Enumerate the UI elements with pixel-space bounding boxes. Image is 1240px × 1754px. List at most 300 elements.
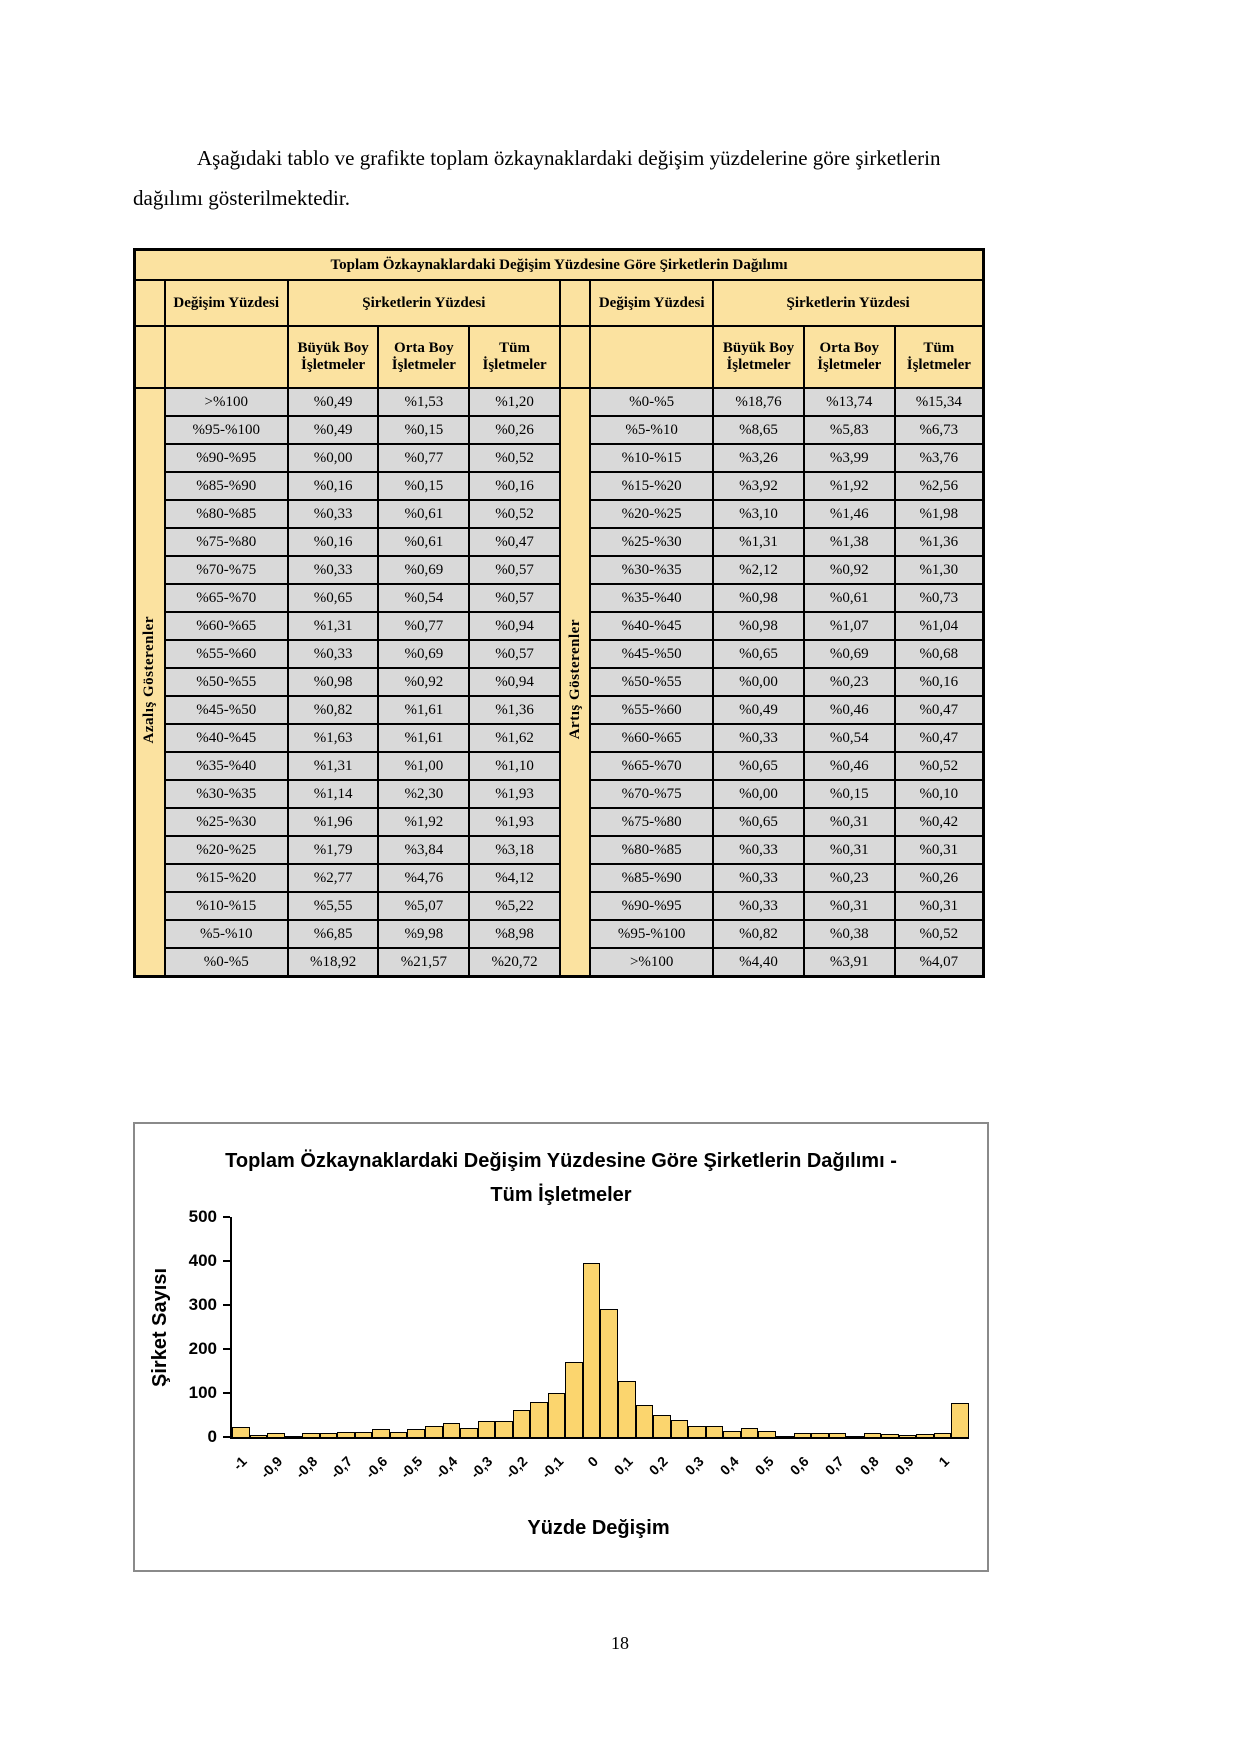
left-buyuk-cell: %1,31 bbox=[288, 612, 379, 640]
right-orta-cell: %1,38 bbox=[804, 528, 895, 556]
left-orta-cell: %0,61 bbox=[378, 528, 469, 556]
right-range-cell: %80-%85 bbox=[590, 836, 713, 864]
x-axis-labels bbox=[230, 1443, 967, 1515]
left-orta-cell: %4,76 bbox=[378, 864, 469, 892]
left-buyuk-cell: %1,14 bbox=[288, 780, 379, 808]
left-tum-cell: %1,36 bbox=[469, 696, 560, 724]
table-row bbox=[135, 388, 984, 416]
right-orta-cell: %3,91 bbox=[804, 948, 895, 977]
left-orta-cell: %1,00 bbox=[378, 752, 469, 780]
left-orta-cell: %1,92 bbox=[378, 808, 469, 836]
left-orta-cell: %0,61 bbox=[378, 500, 469, 528]
left-buyuk-cell: %1,96 bbox=[288, 808, 379, 836]
x-tick-label: -0,8 bbox=[291, 1453, 321, 1482]
x-tick-label: 0,3 bbox=[681, 1453, 707, 1479]
right-tum-cell: %0,47 bbox=[895, 696, 984, 724]
right-buyuk-cell: %0,33 bbox=[713, 724, 804, 752]
right-orta-cell: %0,46 bbox=[804, 752, 895, 780]
table-row bbox=[135, 584, 984, 612]
left-tum-cell: %0,94 bbox=[469, 668, 560, 696]
right-tum-cell: %0,42 bbox=[895, 808, 984, 836]
right-buyuk-cell: %0,65 bbox=[713, 640, 804, 668]
right-orta-cell: %0,46 bbox=[804, 696, 895, 724]
right-orta-cell: %1,07 bbox=[804, 612, 895, 640]
left-orta-cell: %0,15 bbox=[378, 416, 469, 444]
right-range-cell: %65-%70 bbox=[590, 752, 713, 780]
left-range-cell: %65-%70 bbox=[165, 584, 288, 612]
table-header-row-2 bbox=[135, 326, 984, 388]
right-tum-cell: %0,73 bbox=[895, 584, 984, 612]
table-row bbox=[135, 528, 984, 556]
left-orta-cell: %1,61 bbox=[378, 724, 469, 752]
bar bbox=[864, 1433, 882, 1437]
left-buyuk-cell: %0,00 bbox=[288, 444, 379, 472]
y-tick-label: 0 bbox=[207, 1427, 217, 1446]
bar bbox=[618, 1381, 636, 1437]
left-range-cell: >%100 bbox=[165, 388, 288, 416]
left-buyuk-cell: %0,33 bbox=[288, 500, 379, 528]
table-row bbox=[135, 500, 984, 528]
x-tick-label: -0,3 bbox=[467, 1453, 496, 1482]
right-orta-cell: %1,46 bbox=[804, 500, 895, 528]
right-tum-cell: %0,31 bbox=[895, 892, 984, 920]
table-row bbox=[135, 416, 984, 444]
y-tick-label: 500 bbox=[188, 1207, 217, 1226]
bar bbox=[302, 1433, 320, 1437]
right-range-cell: %75-%80 bbox=[590, 808, 713, 836]
left-tum-cell: %0,52 bbox=[469, 444, 560, 472]
header-tum-right: Tüm İşletmeler bbox=[895, 326, 984, 388]
table-row bbox=[135, 640, 984, 668]
left-buyuk-cell: %0,82 bbox=[288, 696, 379, 724]
bar bbox=[565, 1362, 583, 1437]
left-orta-cell: %0,69 bbox=[378, 556, 469, 584]
left-range-cell: %10-%15 bbox=[165, 892, 288, 920]
left-range-cell: %60-%65 bbox=[165, 612, 288, 640]
bar bbox=[776, 1436, 794, 1437]
left-tum-cell: %8,98 bbox=[469, 920, 560, 948]
left-range-cell: %55-%60 bbox=[165, 640, 288, 668]
bar bbox=[846, 1436, 864, 1437]
header-degisim-right: Değişim Yüzdesi bbox=[590, 280, 713, 326]
table-row bbox=[135, 612, 984, 640]
left-range-cell: %45-%50 bbox=[165, 696, 288, 724]
right-buyuk-cell: %3,92 bbox=[713, 472, 804, 500]
right-tum-cell: %4,07 bbox=[895, 948, 984, 977]
header-spacer bbox=[135, 326, 165, 388]
distribution-table bbox=[133, 248, 985, 978]
right-range-cell: %25-%30 bbox=[590, 528, 713, 556]
x-tick-label: 0,5 bbox=[751, 1453, 777, 1479]
y-axis-title bbox=[149, 1194, 172, 1460]
y-axis-title-text: Şirket Sayısı bbox=[149, 1267, 171, 1387]
right-range-cell: %55-%60 bbox=[590, 696, 713, 724]
y-tick-mark bbox=[223, 1348, 230, 1350]
left-tum-cell: %0,94 bbox=[469, 612, 560, 640]
left-tum-cell: %0,57 bbox=[469, 640, 560, 668]
right-tum-cell: %1,36 bbox=[895, 528, 984, 556]
right-range-cell: %30-%35 bbox=[590, 556, 713, 584]
left-tum-cell: %1,93 bbox=[469, 780, 560, 808]
left-range-cell: %50-%55 bbox=[165, 668, 288, 696]
right-orta-cell: %0,61 bbox=[804, 584, 895, 612]
left-tum-cell: %1,62 bbox=[469, 724, 560, 752]
left-range-cell: %85-%90 bbox=[165, 472, 288, 500]
left-group-label-text: Azalış Gösterenler bbox=[141, 615, 158, 744]
header-spacer bbox=[135, 280, 165, 326]
x-tick-label: -0,2 bbox=[502, 1453, 531, 1482]
intro-paragraph bbox=[133, 138, 1053, 218]
y-tick-mark bbox=[223, 1260, 230, 1262]
table-row bbox=[135, 724, 984, 752]
bar bbox=[688, 1426, 706, 1437]
right-orta-cell: %0,23 bbox=[804, 668, 895, 696]
header-buyuk-left: Büyük Boy İşletmeler bbox=[288, 326, 379, 388]
left-range-cell: %40-%45 bbox=[165, 724, 288, 752]
table-row bbox=[135, 948, 984, 977]
left-orta-cell: %0,92 bbox=[378, 668, 469, 696]
right-range-cell: %0-%5 bbox=[590, 388, 713, 416]
right-orta-cell: %0,31 bbox=[804, 892, 895, 920]
bar bbox=[741, 1428, 759, 1437]
header-buyuk-right: Büyük Boy İşletmeler bbox=[713, 326, 804, 388]
right-buyuk-cell: %3,26 bbox=[713, 444, 804, 472]
right-tum-cell: %1,30 bbox=[895, 556, 984, 584]
x-tick-label: -0,4 bbox=[432, 1453, 461, 1482]
chart-title-line-2: Tüm İşletmeler bbox=[490, 1184, 632, 1206]
bar bbox=[653, 1415, 671, 1437]
x-tick-label: -1 bbox=[229, 1453, 251, 1474]
right-buyuk-cell: %8,65 bbox=[713, 416, 804, 444]
bar bbox=[794, 1433, 812, 1437]
bar bbox=[811, 1433, 829, 1437]
right-orta-cell: %3,99 bbox=[804, 444, 895, 472]
left-tum-cell: %0,57 bbox=[469, 584, 560, 612]
right-tum-cell: %0,68 bbox=[895, 640, 984, 668]
bar bbox=[706, 1426, 724, 1437]
right-tum-cell: %0,47 bbox=[895, 724, 984, 752]
x-axis-title: Yüzde Değişim bbox=[527, 1517, 670, 1539]
bar bbox=[478, 1421, 496, 1437]
y-tick-mark bbox=[223, 1216, 230, 1218]
right-range-cell: %20-%25 bbox=[590, 500, 713, 528]
table-row bbox=[135, 696, 984, 724]
right-tum-cell: %1,04 bbox=[895, 612, 984, 640]
left-tum-cell: %0,16 bbox=[469, 472, 560, 500]
left-range-cell: %30-%35 bbox=[165, 780, 288, 808]
left-tum-cell: %1,10 bbox=[469, 752, 560, 780]
bar bbox=[460, 1428, 478, 1437]
chart-title bbox=[135, 1144, 987, 1212]
table-row bbox=[135, 892, 984, 920]
left-range-cell: %35-%40 bbox=[165, 752, 288, 780]
right-range-cell: %45-%50 bbox=[590, 640, 713, 668]
right-orta-cell: %0,69 bbox=[804, 640, 895, 668]
bar bbox=[829, 1433, 847, 1437]
left-buyuk-cell: %1,63 bbox=[288, 724, 379, 752]
right-orta-cell: %0,54 bbox=[804, 724, 895, 752]
right-range-cell: %50-%55 bbox=[590, 668, 713, 696]
table-header-row-1 bbox=[135, 280, 984, 326]
bar bbox=[723, 1431, 741, 1437]
table-row bbox=[135, 668, 984, 696]
bar bbox=[267, 1433, 285, 1437]
right-tum-cell: %15,34 bbox=[895, 388, 984, 416]
y-tick-label: 300 bbox=[188, 1295, 217, 1314]
y-tick-label: 100 bbox=[188, 1383, 217, 1402]
right-range-cell: %40-%45 bbox=[590, 612, 713, 640]
header-sirketlerin-left: Şirketlerin Yüzdesi bbox=[288, 280, 560, 326]
bar bbox=[425, 1426, 443, 1437]
left-buyuk-cell: %0,98 bbox=[288, 668, 379, 696]
right-tum-cell: %6,73 bbox=[895, 416, 984, 444]
bar bbox=[600, 1309, 618, 1437]
right-buyuk-cell: %0,65 bbox=[713, 808, 804, 836]
right-tum-cell: %2,56 bbox=[895, 472, 984, 500]
right-tum-cell: %0,26 bbox=[895, 864, 984, 892]
bar bbox=[495, 1421, 513, 1437]
x-tick-label: 0,8 bbox=[856, 1453, 882, 1479]
x-tick-label: 0 bbox=[584, 1453, 602, 1470]
right-group-label-text: Artış Gösterenler bbox=[566, 619, 583, 740]
bar bbox=[320, 1433, 338, 1437]
left-range-cell: %20-%25 bbox=[165, 836, 288, 864]
right-orta-cell: %1,92 bbox=[804, 472, 895, 500]
right-orta-cell: %0,31 bbox=[804, 808, 895, 836]
header-spacer bbox=[560, 280, 590, 326]
header-orta-right: Orta Boy İşletmeler bbox=[804, 326, 895, 388]
left-buyuk-cell: %5,55 bbox=[288, 892, 379, 920]
bar bbox=[916, 1434, 934, 1437]
histogram-chart bbox=[133, 1122, 989, 1572]
left-buyuk-cell: %0,49 bbox=[288, 416, 379, 444]
right-buyuk-cell: %0,00 bbox=[713, 668, 804, 696]
left-tum-cell: %0,47 bbox=[469, 528, 560, 556]
right-orta-cell: %0,23 bbox=[804, 864, 895, 892]
right-tum-cell: %0,52 bbox=[895, 752, 984, 780]
table-row bbox=[135, 752, 984, 780]
bar bbox=[881, 1434, 899, 1437]
right-range-cell: %90-%95 bbox=[590, 892, 713, 920]
right-orta-cell: %0,15 bbox=[804, 780, 895, 808]
left-buyuk-cell: %1,79 bbox=[288, 836, 379, 864]
x-tick-label: 0,1 bbox=[611, 1453, 637, 1479]
right-tum-cell: %0,31 bbox=[895, 836, 984, 864]
bar bbox=[355, 1432, 373, 1437]
table-row bbox=[135, 836, 984, 864]
left-buyuk-cell: %0,33 bbox=[288, 556, 379, 584]
right-range-cell: >%100 bbox=[590, 948, 713, 977]
left-range-cell: %70-%75 bbox=[165, 556, 288, 584]
right-buyuk-cell: %0,82 bbox=[713, 920, 804, 948]
left-orta-cell: %3,84 bbox=[378, 836, 469, 864]
left-buyuk-cell: %0,16 bbox=[288, 472, 379, 500]
left-orta-cell: %5,07 bbox=[378, 892, 469, 920]
left-range-cell: %0-%5 bbox=[165, 948, 288, 977]
left-buyuk-cell: %6,85 bbox=[288, 920, 379, 948]
table-row bbox=[135, 472, 984, 500]
right-range-cell: %95-%100 bbox=[590, 920, 713, 948]
bar bbox=[899, 1435, 917, 1437]
bar bbox=[583, 1263, 601, 1437]
x-tick-label: 0,6 bbox=[786, 1453, 812, 1479]
x-tick-label: -0,5 bbox=[397, 1453, 426, 1482]
left-orta-cell: %1,61 bbox=[378, 696, 469, 724]
left-tum-cell: %0,26 bbox=[469, 416, 560, 444]
left-buyuk-cell: %2,77 bbox=[288, 864, 379, 892]
right-buyuk-cell: %0,00 bbox=[713, 780, 804, 808]
header-degisim-left: Değişim Yüzdesi bbox=[165, 280, 288, 326]
left-orta-cell: %9,98 bbox=[378, 920, 469, 948]
left-group-label bbox=[135, 388, 165, 977]
right-tum-cell: %3,76 bbox=[895, 444, 984, 472]
right-buyuk-cell: %2,12 bbox=[713, 556, 804, 584]
right-range-cell: %15-%20 bbox=[590, 472, 713, 500]
x-tick-label: -0,9 bbox=[256, 1453, 286, 1482]
left-tum-cell: %3,18 bbox=[469, 836, 560, 864]
left-tum-cell: %0,52 bbox=[469, 500, 560, 528]
plot-area bbox=[230, 1217, 969, 1439]
right-buyuk-cell: %0,98 bbox=[713, 584, 804, 612]
right-buyuk-cell: %18,76 bbox=[713, 388, 804, 416]
table-row bbox=[135, 780, 984, 808]
left-tum-cell: %1,93 bbox=[469, 808, 560, 836]
intro-line-2: dağılımı gösterilmektedir. bbox=[133, 186, 350, 210]
bar bbox=[548, 1393, 566, 1437]
left-orta-cell: %0,54 bbox=[378, 584, 469, 612]
header-spacer bbox=[560, 326, 590, 388]
header-sirketlerin-right: Şirketlerin Yüzdesi bbox=[713, 280, 983, 326]
right-buyuk-cell: %3,10 bbox=[713, 500, 804, 528]
x-tick-label: -0,7 bbox=[327, 1453, 356, 1482]
right-buyuk-cell: %0,33 bbox=[713, 864, 804, 892]
bar bbox=[250, 1435, 268, 1437]
right-tum-cell: %0,10 bbox=[895, 780, 984, 808]
bar bbox=[443, 1423, 461, 1437]
right-range-cell: %70-%75 bbox=[590, 780, 713, 808]
bar bbox=[671, 1420, 689, 1437]
right-orta-cell: %5,83 bbox=[804, 416, 895, 444]
right-range-cell: %5-%10 bbox=[590, 416, 713, 444]
right-tum-cell: %0,52 bbox=[895, 920, 984, 948]
header-spacer bbox=[590, 326, 713, 388]
left-orta-cell: %0,15 bbox=[378, 472, 469, 500]
y-tick-mark bbox=[223, 1392, 230, 1394]
left-orta-cell: %21,57 bbox=[378, 948, 469, 977]
left-range-cell: %80-%85 bbox=[165, 500, 288, 528]
table-row bbox=[135, 920, 984, 948]
right-orta-cell: %13,74 bbox=[804, 388, 895, 416]
right-buyuk-cell: %0,65 bbox=[713, 752, 804, 780]
bar bbox=[513, 1410, 531, 1437]
left-range-cell: %25-%30 bbox=[165, 808, 288, 836]
left-range-cell: %90-%95 bbox=[165, 444, 288, 472]
left-orta-cell: %2,30 bbox=[378, 780, 469, 808]
right-range-cell: %85-%90 bbox=[590, 864, 713, 892]
table-row bbox=[135, 864, 984, 892]
right-buyuk-cell: %1,31 bbox=[713, 528, 804, 556]
right-orta-cell: %0,92 bbox=[804, 556, 895, 584]
intro-line-1: Aşağıdaki tablo ve grafikte toplam özkaynaklardaki değişim yüzdelerine göre şirketlerin bbox=[197, 146, 941, 170]
left-buyuk-cell: %0,49 bbox=[288, 388, 379, 416]
left-buyuk-cell: %18,92 bbox=[288, 948, 379, 977]
right-range-cell: %35-%40 bbox=[590, 584, 713, 612]
left-buyuk-cell: %0,65 bbox=[288, 584, 379, 612]
bar bbox=[530, 1402, 548, 1437]
bar bbox=[407, 1429, 425, 1437]
left-buyuk-cell: %0,16 bbox=[288, 528, 379, 556]
right-group-label bbox=[560, 388, 590, 977]
x-tick-label: -0,6 bbox=[362, 1453, 391, 1482]
bar bbox=[636, 1405, 654, 1437]
left-range-cell: %95-%100 bbox=[165, 416, 288, 444]
right-buyuk-cell: %4,40 bbox=[713, 948, 804, 977]
left-orta-cell: %0,77 bbox=[378, 612, 469, 640]
bar bbox=[390, 1432, 408, 1437]
bar bbox=[285, 1436, 303, 1437]
right-buyuk-cell: %0,33 bbox=[713, 892, 804, 920]
bar bbox=[758, 1431, 776, 1437]
x-tick-label: 0,4 bbox=[716, 1453, 742, 1479]
left-range-cell: %75-%80 bbox=[165, 528, 288, 556]
page-number: 18 bbox=[611, 1633, 629, 1653]
right-range-cell: %10-%15 bbox=[590, 444, 713, 472]
left-range-cell: %5-%10 bbox=[165, 920, 288, 948]
left-tum-cell: %5,22 bbox=[469, 892, 560, 920]
table-row bbox=[135, 556, 984, 584]
header-spacer bbox=[165, 326, 288, 388]
right-tum-cell: %1,98 bbox=[895, 500, 984, 528]
right-tum-cell: %0,16 bbox=[895, 668, 984, 696]
bar bbox=[337, 1432, 355, 1437]
table-title: Toplam Özkaynaklardaki Değişim Yüzdesine Göre Şirketlerin Dağılımı bbox=[135, 250, 984, 281]
left-tum-cell: %4,12 bbox=[469, 864, 560, 892]
x-tick-label: 0,7 bbox=[821, 1453, 847, 1479]
chart-title-line-1: Toplam Özkaynaklardaki Değişim Yüzdesine Göre Şirketlerin Dağılımı - bbox=[225, 1150, 897, 1172]
x-tick-label: -0,1 bbox=[537, 1453, 566, 1482]
x-tick-label: 0,9 bbox=[891, 1453, 917, 1479]
left-tum-cell: %0,57 bbox=[469, 556, 560, 584]
left-tum-cell: %1,20 bbox=[469, 388, 560, 416]
x-tick-label: 0,2 bbox=[646, 1453, 672, 1479]
table-row bbox=[135, 444, 984, 472]
bar bbox=[372, 1429, 390, 1437]
bar bbox=[951, 1403, 969, 1437]
right-buyuk-cell: %0,98 bbox=[713, 612, 804, 640]
table-row bbox=[135, 808, 984, 836]
left-orta-cell: %0,77 bbox=[378, 444, 469, 472]
right-range-cell: %60-%65 bbox=[590, 724, 713, 752]
right-orta-cell: %0,31 bbox=[804, 836, 895, 864]
x-tick-label: 1 bbox=[935, 1453, 953, 1470]
left-orta-cell: %0,69 bbox=[378, 640, 469, 668]
right-orta-cell: %0,38 bbox=[804, 920, 895, 948]
right-buyuk-cell: %0,49 bbox=[713, 696, 804, 724]
bar bbox=[232, 1427, 250, 1437]
y-tick-mark bbox=[223, 1304, 230, 1306]
left-range-cell: %15-%20 bbox=[165, 864, 288, 892]
header-orta-left: Orta Boy İşletmeler bbox=[378, 326, 469, 388]
left-buyuk-cell: %1,31 bbox=[288, 752, 379, 780]
y-tick-label: 400 bbox=[188, 1251, 217, 1270]
left-buyuk-cell: %0,33 bbox=[288, 640, 379, 668]
y-tick-mark bbox=[223, 1436, 230, 1438]
right-buyuk-cell: %0,33 bbox=[713, 836, 804, 864]
table-title-row bbox=[135, 250, 984, 281]
left-orta-cell: %1,53 bbox=[378, 388, 469, 416]
y-tick-label: 200 bbox=[188, 1339, 217, 1358]
bar bbox=[934, 1433, 952, 1437]
